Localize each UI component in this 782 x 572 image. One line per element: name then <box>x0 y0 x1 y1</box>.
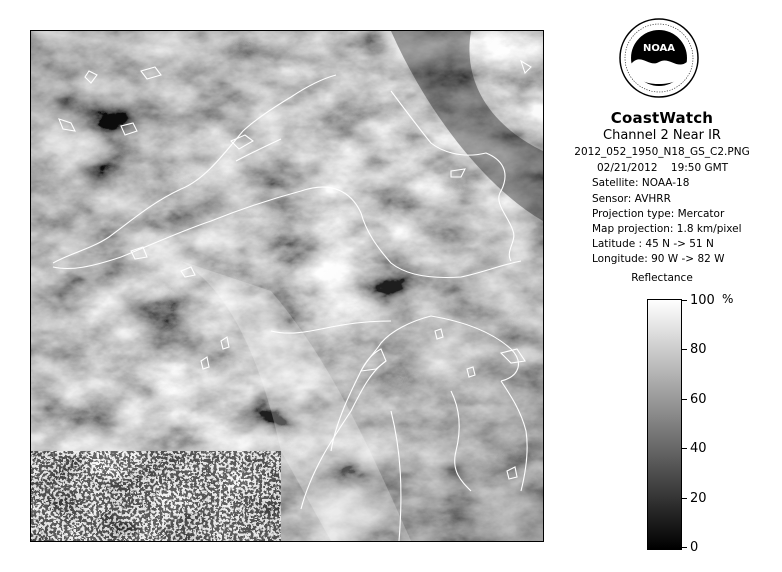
reflectance-colorbar <box>647 299 682 550</box>
projection-type-label: Projection type: Mercator <box>592 208 725 220</box>
colorbar-tick-label: 40 <box>690 441 707 457</box>
channel-title: Channel 2 Near IR <box>603 128 721 143</box>
map-projection-label: Map projection: 1.8 km/pixel <box>592 223 742 235</box>
latitude-range-label: Latitude : 45 N -> 51 N <box>592 238 714 250</box>
colorbar-tick <box>682 399 687 400</box>
colorbar-tick <box>682 349 687 350</box>
satellite-label: Satellite: NOAA-18 <box>592 177 690 189</box>
noaa-logo-text: NOAA <box>642 43 676 54</box>
colorbar-tick-label: 0 <box>690 540 699 555</box>
legend-title: Reflectance <box>631 272 693 284</box>
speckle-texture <box>31 451 281 541</box>
app-title: CoastWatch <box>610 109 714 127</box>
colorbar-tick <box>682 448 687 449</box>
acquisition-datetime <box>597 162 728 175</box>
file-name: 2012_052_1950_N18_GS_C2.PNG <box>574 146 750 158</box>
colorbar-tick-label: 100 <box>690 293 715 308</box>
sensor-label: Sensor: AVHRR <box>592 193 671 205</box>
colorbar-tick-label: 60 <box>690 391 707 407</box>
colorbar-tick <box>682 300 687 301</box>
colorbar-tick <box>682 498 687 499</box>
longitude-range-label: Longitude: 90 W -> 82 W <box>592 253 725 265</box>
colorbar-tick-label: 80 <box>690 342 707 358</box>
colorbar-tick <box>682 547 687 548</box>
acquisition-date: 02/21/2012 <box>597 162 658 174</box>
noaa-logo <box>619 18 699 98</box>
satellite-image <box>31 31 543 541</box>
colorbar-tick-label: 20 <box>690 490 707 506</box>
acquisition-time: 19:50 GMT <box>670 162 729 174</box>
colorbar-unit: % <box>722 292 734 306</box>
satellite-image-panel <box>30 30 544 542</box>
